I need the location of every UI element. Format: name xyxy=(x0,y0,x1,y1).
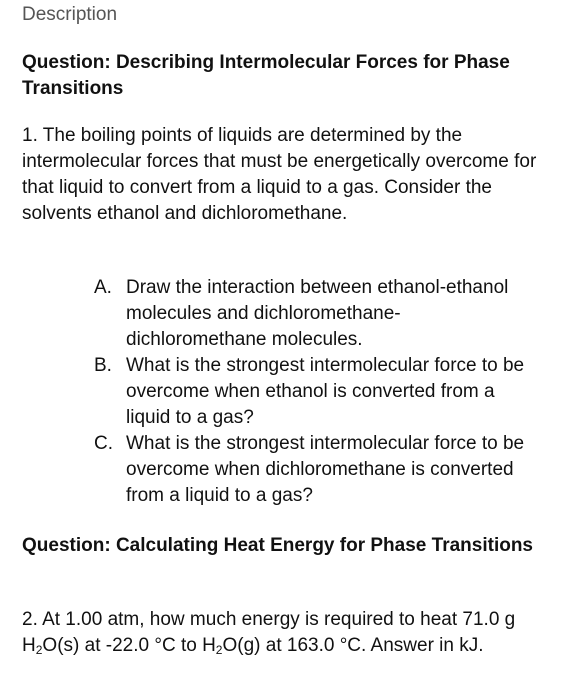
subpart-letter: A. xyxy=(94,277,112,298)
question-1-subparts xyxy=(94,275,534,509)
question-1-text: 1. The boiling points of liquids are determined by the intermolecular forces that must be energetically overcome for that liquid to convert from a liquid to a gas. Consider the solvents ethanol and dichloromethane. xyxy=(22,125,537,224)
subpart-c xyxy=(94,431,534,509)
subpart-text: What is the strongest intermolecular force to be overcome when ethanol is converted from a liquid to a gas? xyxy=(126,355,525,428)
question-2-title: Question: Calculating Heat Energy for Phase Transitions xyxy=(22,535,533,556)
question-2-text-part2: O(s) at -22.0 °C to H xyxy=(42,635,216,656)
subpart-letter: B. xyxy=(94,355,112,376)
subpart-text: What is the strongest intermolecular force to be overcome when dichloromethane is converted from a liquid to a gas? xyxy=(126,433,525,506)
question-2-text-part1: 2. At 1.00 atm, how much energy is required to heat 71.0 g H xyxy=(22,609,516,656)
subscript-2: 2 xyxy=(35,643,43,657)
subpart-letter: C. xyxy=(94,433,113,454)
question-2-text xyxy=(22,607,542,659)
question-2-text-part3: O(g) at 163.0 °C. Answer in kJ. xyxy=(222,635,484,656)
subpart-b xyxy=(94,353,534,431)
subpart-text: Draw the interaction between ethanol-ethanol molecules and dichloromethane-dichloromethane molecules. xyxy=(126,277,509,350)
subscript-2: 2 xyxy=(215,643,223,657)
question-1-title: Question: Describing Intermolecular Forces for Phase Transitions xyxy=(22,52,510,99)
description-header: Description xyxy=(22,4,118,25)
subpart-a xyxy=(94,275,534,353)
